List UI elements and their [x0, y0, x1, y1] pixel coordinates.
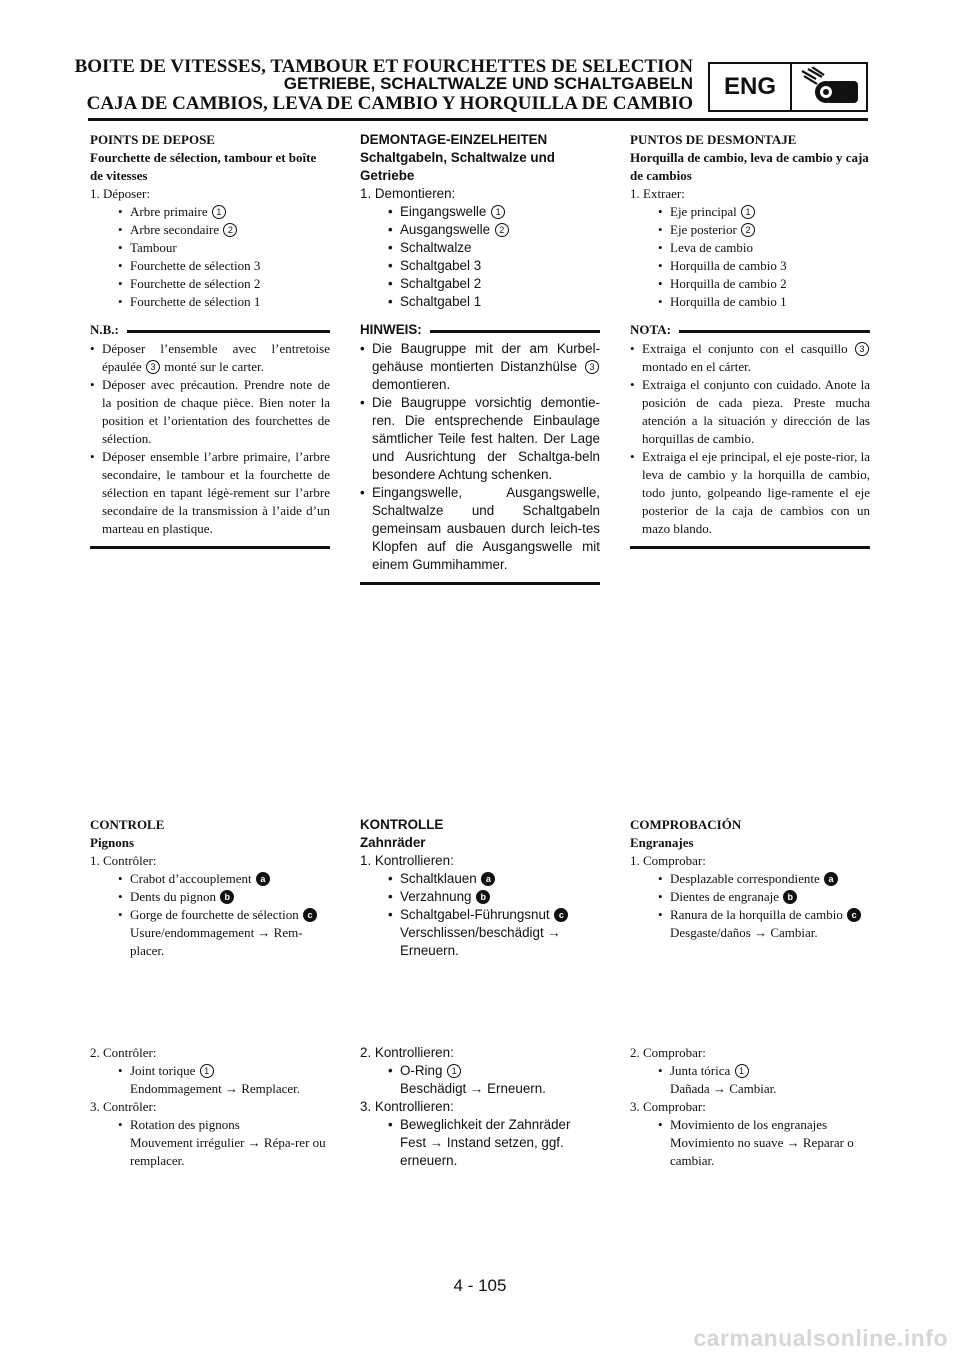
- check-result: Endommagement → Remplacer.: [130, 1081, 301, 1096]
- note-title: NOTA:: [630, 322, 671, 337]
- fr-check-step-3: 3. Contrôler:: [90, 1099, 157, 1114]
- list-item: • Arbre secondaire 2: [90, 221, 330, 239]
- de-step-1: 1. Demontieren:: [360, 186, 456, 201]
- list-item: • Tambour: [90, 239, 330, 257]
- es-check-title: COMPROBACIÓN: [630, 817, 742, 832]
- note-item: • Extraiga el conjunto con el casquillo 3 montado en el cárter.: [630, 340, 870, 376]
- note-rule: [127, 330, 330, 333]
- list-item: • Dents du pignon b: [90, 888, 330, 906]
- callout-marker: 2: [741, 223, 755, 237]
- fr-removal-section: [90, 131, 330, 549]
- list-item: • Fourchette de sélection 2: [90, 275, 330, 293]
- note-item: • Déposer ensemble l’arbre primaire, l’arbre secondaire, le tambour et la fourchette de sélection en tapant légè-rement sur l’arbre secondaire de la transmission à l’aide d’un marteau en plastique.: [90, 448, 330, 538]
- es-removal-subtitle: Horquilla de cambio, leva de cambio y caja de cambios: [630, 150, 869, 183]
- list-item: • Dientes de engranaje b: [630, 888, 870, 906]
- check-result: Usure/endommagement → Rem-placer.: [130, 925, 303, 958]
- es-check-step-3: 3. Comprobar:: [630, 1099, 706, 1114]
- fr-check-title: CONTROLE: [90, 817, 165, 832]
- check-result: Beschädigt → Erneuern.: [400, 1081, 546, 1096]
- note-title: N.B.:: [90, 322, 119, 337]
- de-check-section: [360, 816, 600, 960]
- check-result: Desgaste/daños → Cambiar.: [670, 925, 818, 940]
- list-item: • O-Ring 1: [360, 1062, 600, 1080]
- list-item: • Schaltgabel 1: [360, 293, 600, 311]
- section-title-de: GETRIEBE, SCHALTWALZE UND SCHALTGABELN: [283, 74, 693, 93]
- note-rule: [430, 330, 600, 333]
- list-item: • Schaltklauen a: [360, 870, 600, 888]
- check-result: Dañada → Cambiar.: [670, 1081, 777, 1096]
- watermark: carmanualsonline.info: [693, 1325, 948, 1351]
- callout-marker: c: [847, 908, 861, 922]
- list-item: • Joint torique 1: [90, 1062, 330, 1080]
- callout-marker: c: [554, 908, 568, 922]
- callout-marker: b: [220, 890, 234, 904]
- fr-check-section: [90, 816, 330, 960]
- note-rule: [679, 330, 870, 333]
- check-result: Mouvement irrégulier → Répa-rer ou remplacer.: [130, 1135, 326, 1168]
- eng-badge: [708, 62, 868, 112]
- list-item: • Verzahnung b: [360, 888, 600, 906]
- es-removal-title: PUNTOS DE DESMONTAJE: [630, 132, 797, 147]
- note-item: • Déposer l’ensemble avec l’entretoise épaulée 3 monté sur le carter.: [90, 340, 330, 376]
- list-item: • Leva de cambio: [630, 239, 870, 257]
- header-rule: [88, 118, 868, 121]
- list-item: • Schaltgabel-Führungsnut c: [360, 906, 600, 924]
- page-number: 4 - 105: [453, 1276, 507, 1295]
- de-check-steps-2-3: [360, 1044, 600, 1170]
- note-item: • Déposer avec précaution. Prendre note de la position de chaque pièce. Bien noter la position et l’orientation des fourchettes de sélection.: [90, 376, 330, 448]
- eng-label: ENG: [710, 64, 792, 110]
- es-check-section: [630, 816, 870, 942]
- note-item: • Die Baugruppe vorsichtig demontie-ren. Die entsprechende Einbaulage sämtlicher Teile fest halten. Der Lage und Ausrichtung der Schaltga-beln besondere Achtung schenken.: [360, 394, 600, 484]
- de-check-title: KONTROLLE: [360, 817, 444, 832]
- engine-tool-icon: [792, 64, 866, 110]
- list-item: • Arbre primaire 1: [90, 203, 330, 221]
- list-item: • Junta tórica 1: [630, 1062, 870, 1080]
- callout-marker: b: [476, 890, 490, 904]
- callout-marker: 3: [585, 360, 599, 374]
- list-item: • Gorge de fourchette de sélection c: [90, 906, 330, 924]
- callout-marker: a: [824, 872, 838, 886]
- check-result: Verschlissen/beschädigt → Erneuern.: [400, 925, 561, 958]
- page-header: [74, 54, 868, 118]
- es-note-box: [630, 321, 870, 549]
- note-item: • Eingangswelle, Ausgangswelle, Schaltwalze und Schaltgabeln gemeinsam ausbauen durch leich-tes Klopfen auf die Ausgangswelle mit einem Gummihammer.: [360, 484, 600, 574]
- callout-marker: 1: [735, 1064, 749, 1078]
- es-check-step-2: 2. Comprobar:: [630, 1045, 706, 1060]
- section-title-fr: BOITE DE VITESSES, TAMBOUR ET FOURCHETTES DE SELECTION: [74, 56, 693, 77]
- list-item: • Movimiento de los engranajes: [630, 1116, 870, 1134]
- list-item: • Fourchette de sélection 3: [90, 257, 330, 275]
- callout-marker: 1: [447, 1064, 461, 1078]
- callout-marker: 1: [212, 205, 226, 219]
- list-item: • Eingangswelle 1: [360, 203, 600, 221]
- callout-marker: a: [481, 872, 495, 886]
- callout-marker: 2: [495, 223, 509, 237]
- note-title: HINWEIS:: [360, 322, 422, 337]
- check-result: Movimiento no suave → Reparar o cambiar.: [670, 1135, 854, 1168]
- fr-check-step-1: 1. Contrôler:: [90, 853, 157, 868]
- fr-removal-subtitle: Fourchette de sélection, tambour et boîte de vitesses: [90, 150, 317, 183]
- list-item: • Schaltgabel 3: [360, 257, 600, 275]
- de-check-step-3: 3. Kontrollieren:: [360, 1099, 454, 1114]
- list-item: • Ausgangswelle 2: [360, 221, 600, 239]
- fr-check-steps-2-3: [90, 1044, 330, 1170]
- es-check-steps-2-3: [630, 1044, 870, 1170]
- list-item: • Horquilla de cambio 3: [630, 257, 870, 275]
- list-item: • Ranura de la horquilla de cambio c: [630, 906, 870, 924]
- list-item: • Schaltgabel 2: [360, 275, 600, 293]
- es-check-step-1: 1. Comprobar:: [630, 853, 706, 868]
- callout-marker: 1: [741, 205, 755, 219]
- callout-marker: 1: [491, 205, 505, 219]
- callout-marker: b: [783, 890, 797, 904]
- de-note-box: [360, 321, 600, 585]
- list-item: • Desplazable correspondiente a: [630, 870, 870, 888]
- list-item: • Horquilla de cambio 1: [630, 293, 870, 311]
- note-item: • Die Baugruppe mit der am Kurbel-gehäuse montierten Distanzhülse 3 demontieren.: [360, 340, 600, 394]
- fr-removal-title: POINTS DE DEPOSE: [90, 132, 215, 147]
- list-item: • Schaltwalze: [360, 239, 600, 257]
- es-step-1: 1. Extraer:: [630, 186, 685, 201]
- fr-note-box: [90, 321, 330, 549]
- callout-marker: a: [256, 872, 270, 886]
- fr-step-1: 1. Déposer:: [90, 186, 150, 201]
- list-item: • Crabot d’accouplement a: [90, 870, 330, 888]
- callout-marker: 2: [223, 223, 237, 237]
- es-removal-section: [630, 131, 870, 549]
- list-item: • Beweglichkeit der Zahnräder: [360, 1116, 600, 1134]
- es-check-subtitle: Engranajes: [630, 835, 694, 850]
- de-removal-subtitle: Schaltgabeln, Schaltwalze und Getriebe: [360, 150, 555, 183]
- callout-marker: 3: [146, 360, 160, 374]
- de-check-step-1: 1. Kontrollieren:: [360, 853, 454, 868]
- note-item: • Extraiga el conjunto con cuidado. Anote la posición de cada pieza. Preste mucha atención a la situación y dirección de las horquillas de cambio.: [630, 376, 870, 448]
- callout-marker: 1: [200, 1064, 214, 1078]
- de-removal-title: DEMONTAGE-EINZELHEITEN: [360, 132, 548, 147]
- list-item: • Horquilla de cambio 2: [630, 275, 870, 293]
- list-item: • Eje principal 1: [630, 203, 870, 221]
- fr-check-step-2: 2. Contrôler:: [90, 1045, 157, 1060]
- callout-marker: c: [303, 908, 317, 922]
- check-result: Fest → Instand setzen, ggf. erneuern.: [400, 1135, 564, 1168]
- de-check-step-2: 2. Kontrollieren:: [360, 1045, 454, 1060]
- list-item: • Fourchette de sélection 1: [90, 293, 330, 311]
- note-item: • Extraiga el eje principal, el eje poste-rior, la leva de cambio y la horquilla de cambio, todo junto, golpeando lige-ramente el eje posterior de la caja de cambios con un mazo blando.: [630, 448, 870, 538]
- de-check-subtitle: Zahnräder: [360, 835, 426, 850]
- list-item: • Rotation des pignons: [90, 1116, 330, 1134]
- fr-check-subtitle: Pignons: [90, 835, 135, 850]
- list-item: • Eje posterior 2: [630, 221, 870, 239]
- callout-marker: 3: [855, 342, 869, 356]
- de-removal-section: [360, 131, 600, 585]
- section-title-es: CAJA DE CAMBIOS, LEVA DE CAMBIO Y HORQUILLA DE CAMBIO: [86, 93, 693, 114]
